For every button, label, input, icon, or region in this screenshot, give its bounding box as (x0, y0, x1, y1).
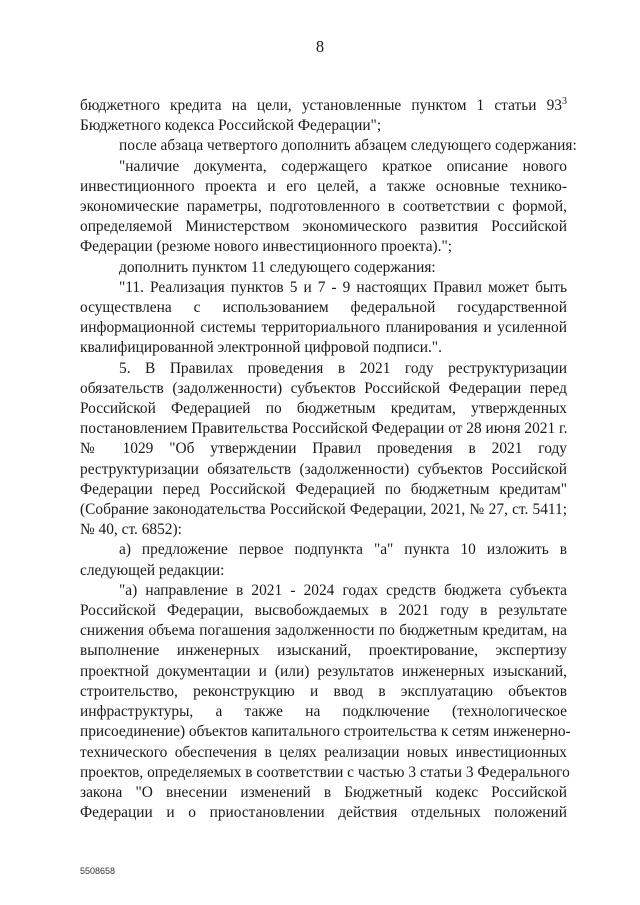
text-line (80, 359, 567, 379)
text-line-content: "наличие документа, содержащего краткое описание нового (119, 157, 567, 175)
text-line-content: инфраструктуры, а также на подключение (технологическое (80, 703, 567, 721)
text-line (80, 722, 571, 742)
document-code: 5508658 (80, 866, 116, 876)
text-line-content: 5. В Правилах проведения в 2021 году реструктуризации (119, 359, 567, 377)
text-line (80, 460, 567, 480)
text-line (80, 500, 567, 520)
text-line-content: Федерации перед Российской Федерацией по бюджетным кредитам" (80, 480, 567, 498)
text-line-content: выполнение инженерных изысканий, проектирование, экспертизу (80, 642, 567, 660)
text-line-content: постановлением Правительства Российской Федерации от 28 июня 2021 г. (80, 420, 568, 438)
text-line (80, 197, 567, 217)
text-line-content: технического обеспечения в целях реализации новых инвестиционных (80, 743, 567, 761)
text-line-content: а) предложение первое подпункта "а" пункта 10 изложить в (119, 541, 567, 559)
text-line (80, 480, 567, 500)
text-line (80, 278, 567, 298)
text-line-content: дополнить пунктом 11 следующего содержания: (119, 258, 436, 276)
text-line (80, 803, 567, 823)
document-body (80, 96, 577, 823)
text-line (80, 116, 567, 136)
text-line (80, 601, 567, 621)
text-line-content: после абзаца четвертого дополнить абзацем следующего содержания: (119, 137, 577, 155)
text-line-content: Российской Федерации, высвобождаемых в 2021 году в результате (80, 602, 567, 620)
text-line-content: реструктуризации обязательств (задолженности) субъектов Российской (80, 460, 567, 478)
text-line (80, 520, 567, 540)
text-line-content: осуществлена с использованием федеральной государственной (80, 299, 567, 317)
text-line-content: инвестиционного проекта и его целей, а также основные технико- (80, 177, 567, 195)
text-line-content: следующей редакции: (80, 561, 225, 579)
text-line-content: бюджетного кредита на цели, установленные пунктом 1 статьи 93 (80, 97, 562, 114)
text-line (80, 621, 567, 641)
text-line-content: присоединение) объектов капитального строительства к сетям инженерно- (80, 723, 571, 741)
text-line (80, 439, 567, 459)
text-line (80, 743, 567, 763)
text-line-content: информационной системы территориального планирования и усиленной (80, 319, 567, 337)
text-line (80, 136, 577, 156)
text-line-content: определяемой Министерством экономического развития Российской (80, 218, 567, 236)
text-line-content: проектов, определяемых в соответствии с частью 3 статьи 3 Федерального (80, 763, 570, 781)
text-line (80, 338, 567, 358)
text-line (80, 561, 567, 581)
text-line (80, 581, 567, 601)
text-line (80, 662, 567, 682)
text-line (80, 157, 567, 177)
text-line (80, 298, 567, 318)
text-line-content: (Собрание законодательства Российской Федерации, 2021, № 27, ст. 5411; (80, 501, 567, 519)
text-line (80, 237, 567, 257)
text-line (80, 682, 567, 702)
text-line-content: № 40, ст. 6852): (80, 521, 182, 539)
text-line (80, 258, 567, 278)
text-line-content: Бюджетного кодекса Российской Федерации"; (80, 117, 382, 135)
text-line (80, 318, 567, 338)
text-line (80, 783, 567, 803)
text-line (80, 419, 567, 439)
text-line (80, 540, 567, 560)
text-line (80, 379, 567, 399)
text-line (80, 96, 567, 116)
text-line-content: строительство, реконструкцию и ввод в эксплуатацию объектов (80, 682, 567, 700)
text-line-content: проектной документации и (или) результатов инженерных изысканий, (80, 662, 567, 680)
text-line-content: снижения объема погашения задолженности по бюджетным кредитам, на (80, 622, 567, 640)
text-line (80, 763, 570, 783)
superscript: 3 (562, 96, 567, 107)
text-line-content: Федерации (резюме нового инвестиционного проекта)."; (80, 238, 453, 256)
text-line (80, 702, 567, 722)
text-line-content: № 1029 "Об утверждении Правил проведения в 2021 году (80, 440, 567, 458)
page-number: 8 (315, 37, 325, 56)
text-line-content: закона "О внесении изменений в Бюджетный кодекс Российской (80, 783, 567, 801)
text-line (80, 399, 567, 419)
text-line-content: "11. Реализация пунктов 5 и 7 - 9 настоящих Правил может быть (119, 278, 567, 296)
text-line (80, 177, 567, 197)
text-line-content: квалифицированной электронной цифровой подписи.". (80, 339, 442, 357)
text-line-content: Федерации и о приостановлении действия отдельных положений (80, 804, 567, 822)
text-line-content: обязательств (задолженности) субъектов Российской Федерации перед (80, 379, 567, 397)
text-line (80, 217, 567, 237)
text-line-content: экономические параметры, подготовленного в соответствии с формой, (80, 198, 567, 216)
text-line-content: "а) направление в 2021 - 2024 годах средств бюджета субъекта (119, 581, 567, 599)
text-line-content: Российской Федерацией по бюджетным кредитам, утвержденных (80, 400, 567, 418)
text-line (80, 641, 567, 661)
